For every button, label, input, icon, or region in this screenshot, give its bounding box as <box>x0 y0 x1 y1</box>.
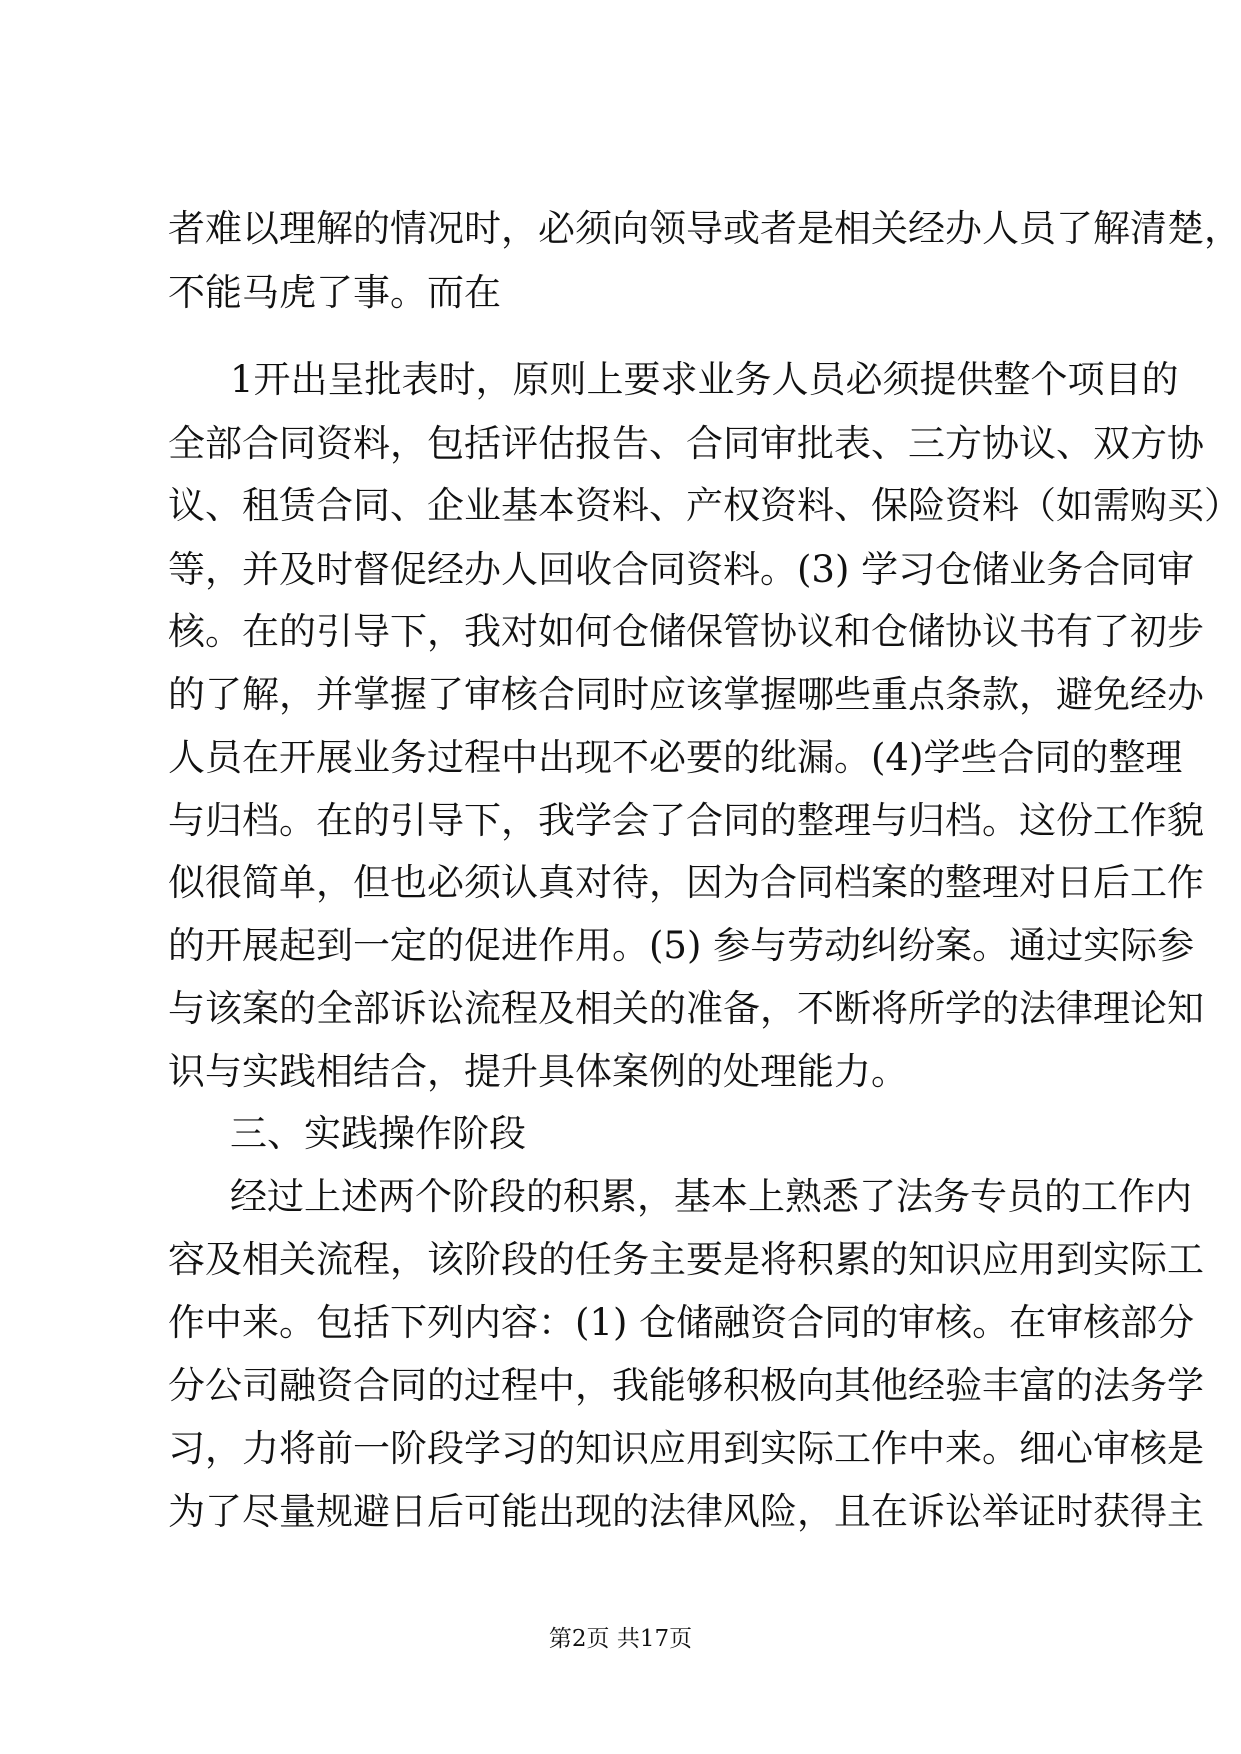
text-line: 经过上述两个阶段的积累，基本上熟悉了法务专员的工作内 <box>230 1175 1192 1218</box>
text-line: 人员在开展业务过程中出现不必要的纰漏。(4)学些合同的整理 <box>168 736 1183 779</box>
text-line: 容及相关流程，该阶段的任务主要是将积累的知识应用到实际工 <box>168 1238 1204 1281</box>
text-line: 者难以理解的情况时，必须向领导或者是相关经办人员了解清楚， <box>168 207 1241 250</box>
text-line: 似很简单，但也必须认真对待，因为合同档案的整理对日后工作 <box>168 861 1204 904</box>
text-line: 的开展起到一定的促进作用。(5) 参与劳动纠纷案。通过实际参 <box>168 924 1195 967</box>
text-line: 与归档。在的引导下，我学会了合同的整理与归档。这份工作貌 <box>168 799 1204 842</box>
text-line: 习，力将前一阶段学习的知识应用到实际工作中来。细心审核是 <box>168 1427 1204 1470</box>
text-line: 三、实践操作阶段 <box>230 1112 526 1155</box>
text-line: 的了解，并掌握了审核合同时应该掌握哪些重点条款，避免经办 <box>168 673 1204 716</box>
text-line: 1开出呈批表时，原则上要求业务人员必须提供整个项目的 <box>230 358 1179 401</box>
text-line: 为了尽量规避日后可能出现的法律风险，且在诉讼举证时获得主 <box>168 1490 1204 1533</box>
text-line: 核。在的引导下，我对如何仓储保管协议和仓储协议书有了初步 <box>168 610 1204 653</box>
text-line: 议、租赁合同、企业基本资料、产权资料、保险资料（如需购买） <box>168 484 1241 527</box>
page-number-footer: 第2页 共17页 <box>548 1626 693 1652</box>
text-line: 等，并及时督促经办人回收合同资料。(3) 学习仓储业务合同审 <box>168 548 1195 591</box>
text-line: 不能马虎了事。而在 <box>168 271 501 314</box>
text-line: 作中来。包括下列内容：(1) 仓储融资合同的审核。在审核部分 <box>168 1301 1195 1344</box>
text-line: 分公司融资合同的过程中，我能够积极向其他经验丰富的法务学 <box>168 1364 1204 1407</box>
text-line: 识与实践相结合，提升具体案例的处理能力。 <box>168 1050 908 1093</box>
text-line: 与该案的全部诉讼流程及相关的准备，不断将所学的法律理论知 <box>168 987 1204 1030</box>
text-line: 全部合同资料，包括评估报告、合同审批表、三方协议、双方协 <box>168 422 1204 465</box>
